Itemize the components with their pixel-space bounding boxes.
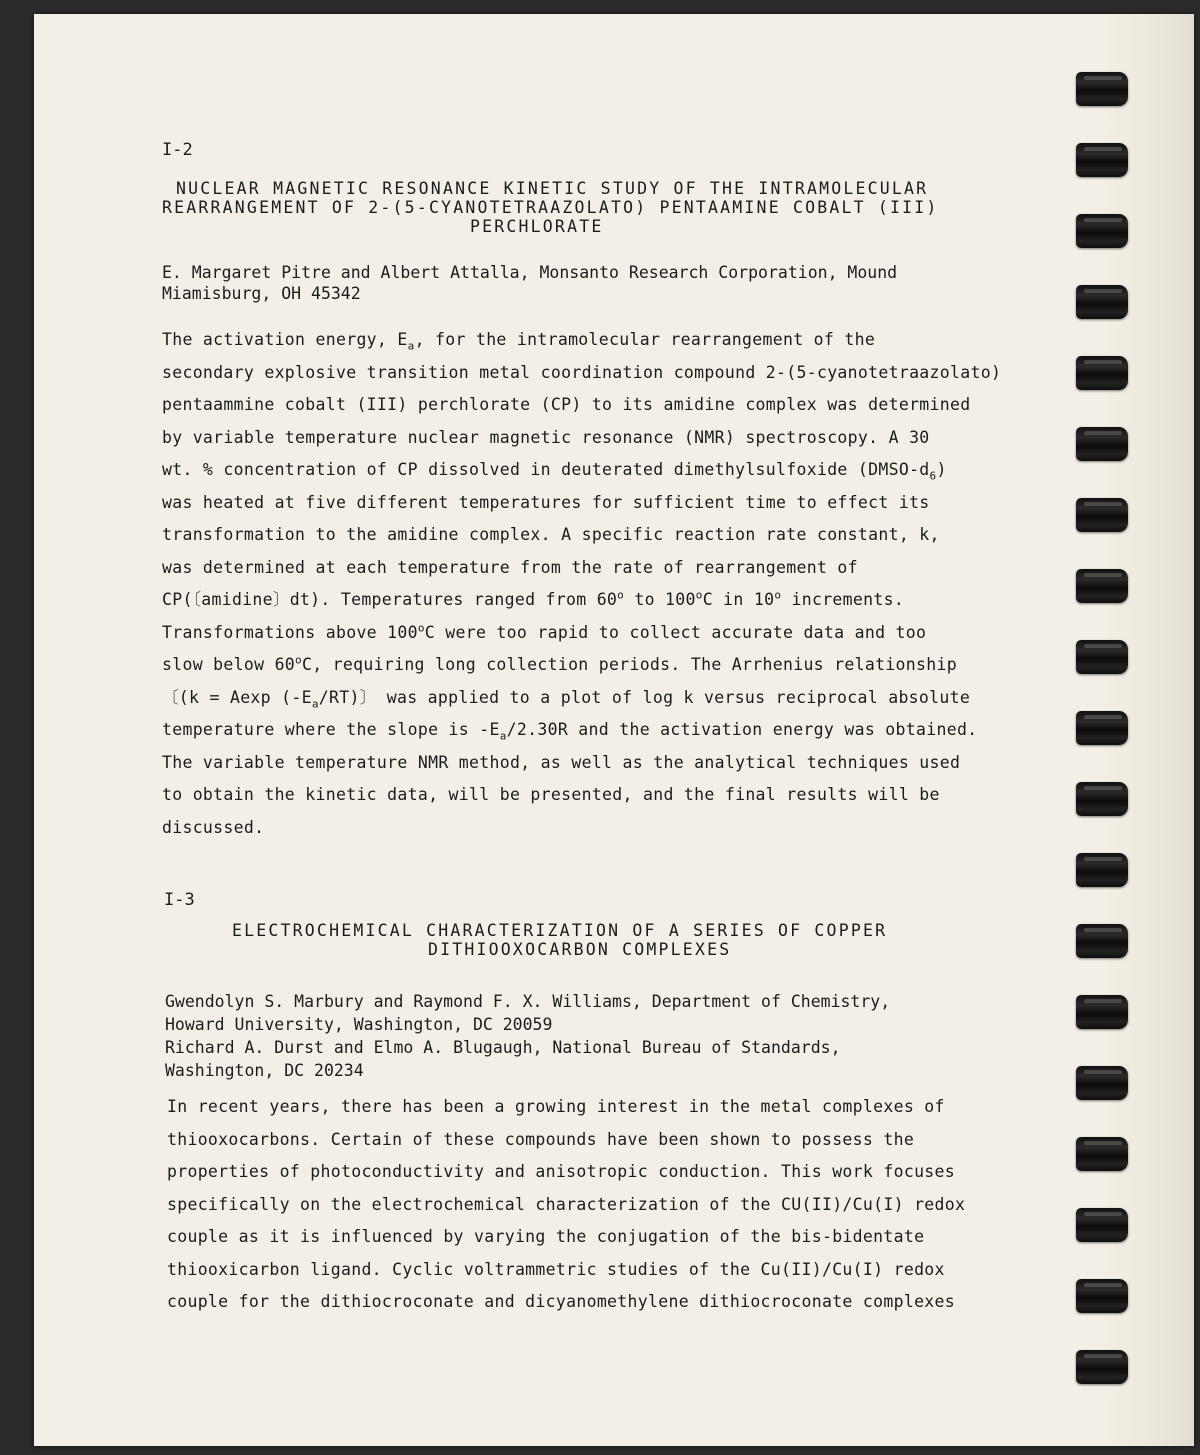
title-line: PERCHLORATE: [470, 217, 604, 236]
abstract-line: The variable temperature NMR method, as well as the analytical techniques used: [162, 752, 961, 772]
abstract-i2: [162, 324, 1001, 844]
text: wt. % concentration of CP dissolved in deuterated dimethylsulfoxide (DMSO-d: [162, 460, 930, 479]
text: ): [936, 460, 947, 479]
binding-ring: [1076, 285, 1128, 319]
authors-i2: [162, 262, 897, 304]
abstract-line: secondary explosive transition metal coordination compound 2-(5-cyanotetraazolato): [162, 362, 1002, 382]
document-page: [34, 14, 1194, 1446]
binding-ring: [1076, 924, 1128, 958]
binding-ring: [1076, 782, 1128, 816]
author-line: Howard University, Washington, DC 20059: [165, 1015, 553, 1034]
binding-ring: [1076, 1137, 1128, 1171]
abstract-line: thiooxocarbons. Certain of these compounds have been shown to possess the: [167, 1129, 915, 1149]
text: C were too rapid to collect accurate data and too: [424, 622, 927, 642]
abstract-line: was determined at each temperature from the rate of rearrangement of: [162, 557, 858, 577]
binding-ring: [1076, 640, 1128, 674]
abstract-line: pentaammine cobalt (III) perchlorate (CP) to its amidine complex was determined: [162, 395, 971, 414]
binding-ring: [1076, 214, 1128, 248]
section-title-i3: [164, 921, 1024, 959]
text: /2.30R and the activation energy was obtained.: [506, 720, 978, 739]
binding-ring: [1076, 143, 1128, 177]
abstract-line: thiooxicarbon ligand. Cyclic voltrammetric studies of the Cu(II)/Cu(I) redox: [167, 1259, 945, 1279]
superscript: o: [695, 588, 703, 602]
text: Transformations above 100: [162, 622, 418, 642]
text: slow below 60: [162, 655, 296, 674]
binding-ring: [1076, 1066, 1128, 1100]
abstract-line: by variable temperature nuclear magnetic resonance (NMR) spectroscopy. A 30: [162, 427, 930, 447]
binding-ring: [1076, 569, 1128, 603]
author-line: Washington, DC 20234: [165, 1061, 364, 1080]
abstract-line: [162, 617, 1001, 650]
title-line: DITHIOOXOCARBON COMPLEXES: [428, 940, 732, 959]
author-line: E. Margaret Pitre and Albert Attalla, Monsanto Research Corporation, Mound: [162, 263, 898, 282]
subscript: a: [311, 696, 319, 710]
binding-ring: [1076, 427, 1128, 461]
binding-ring: [1076, 498, 1128, 532]
binding-ring: [1076, 853, 1128, 887]
abstract-i3: [167, 1091, 965, 1319]
subscript: a: [499, 729, 507, 743]
binding-ring: [1076, 1208, 1128, 1242]
binding-ring: [1076, 72, 1128, 106]
binding-ring: [1076, 995, 1128, 1029]
text: increments.: [781, 590, 905, 609]
subscript: a: [407, 339, 415, 353]
title-line: ELECTROCHEMICAL CHARACTERIZATION OF A SERIES OF COPPER: [232, 921, 888, 940]
section-title-i2: [162, 179, 1022, 236]
author-line: Richard A. Durst and Elmo A. Blugaugh, National Bureau of Standards,: [165, 1038, 841, 1057]
text: /RT)〕 was applied to a plot of log k versus reciprocal absolute: [318, 687, 971, 707]
title-line: REARRANGEMENT OF 2-(5-CYANOTETRAAZOLATO) PENTAAMINE COBALT (III): [162, 198, 939, 217]
title-line: NUCLEAR MAGNETIC RESONANCE KINETIC STUDY OF THE INTRAMOLECULAR: [176, 179, 929, 198]
text: C, requiring long collection periods. The Arrhenius relationship: [301, 655, 957, 674]
abstract-line: In recent years, there has been a growing interest in the metal complexes of: [167, 1097, 945, 1116]
author-line: Gwendolyn S. Marbury and Raymond F. X. Williams, Department of Chemistry,: [165, 992, 891, 1011]
abstract-line: to obtain the kinetic data, will be presented, and the final results will be: [162, 785, 940, 804]
text: to 100: [624, 590, 696, 609]
section-label-i3: I-3: [164, 890, 195, 910]
author-line: Miamisburg, OH 45342: [162, 284, 361, 303]
section-label-i2: I-2: [162, 140, 193, 160]
binding-ring: [1076, 1279, 1128, 1313]
binding-ring: [1076, 711, 1128, 745]
superscript: o: [295, 653, 302, 667]
binding-ring: [1076, 356, 1128, 390]
abstract-line: [162, 324, 1001, 357]
superscript: o: [417, 621, 425, 634]
abstract-line: [162, 714, 1001, 747]
abstract-line: couple for the dithiocroconate and dicyanomethylene dithiocroconate complexes: [167, 1292, 956, 1311]
superscript: o: [774, 588, 782, 602]
abstract-line: transformation to the amidine complex. A specific reaction rate constant, k,: [162, 525, 940, 544]
text: The activation energy, E: [162, 330, 408, 349]
abstract-line: couple as it is influenced by varying the conjugation of the bis-bidentate: [167, 1227, 925, 1246]
text: 〔(k = Aexp (-E: [162, 687, 312, 707]
text: CP(〔amidine〕dt). Temperatures ranged from 60: [162, 590, 618, 609]
abstract-line: discussed.: [162, 817, 265, 837]
text: temperature where the slope is -E: [162, 720, 500, 739]
binding-ring: [1076, 1350, 1128, 1384]
abstract-line: [162, 454, 1001, 487]
abstract-line: [162, 682, 1001, 715]
abstract-line: specifically on the electrochemical characterization of the CU(II)/Cu(I) redox: [167, 1194, 966, 1214]
abstract-line: [162, 584, 1001, 617]
text: , for the intramolecular rearrangement of the: [414, 330, 876, 349]
authors-i3: [165, 990, 890, 1082]
abstract-line: was heated at five different temperatures for sufficient time to effect its: [162, 492, 930, 512]
spiral-binding: [1076, 0, 1200, 1455]
text: C in 10: [702, 590, 775, 609]
abstract-line: [162, 649, 1001, 682]
superscript: o: [617, 588, 625, 602]
subscript: 6: [929, 469, 937, 483]
abstract-line: properties of photoconductivity and anisotropic conduction. This work focuses: [167, 1162, 956, 1181]
